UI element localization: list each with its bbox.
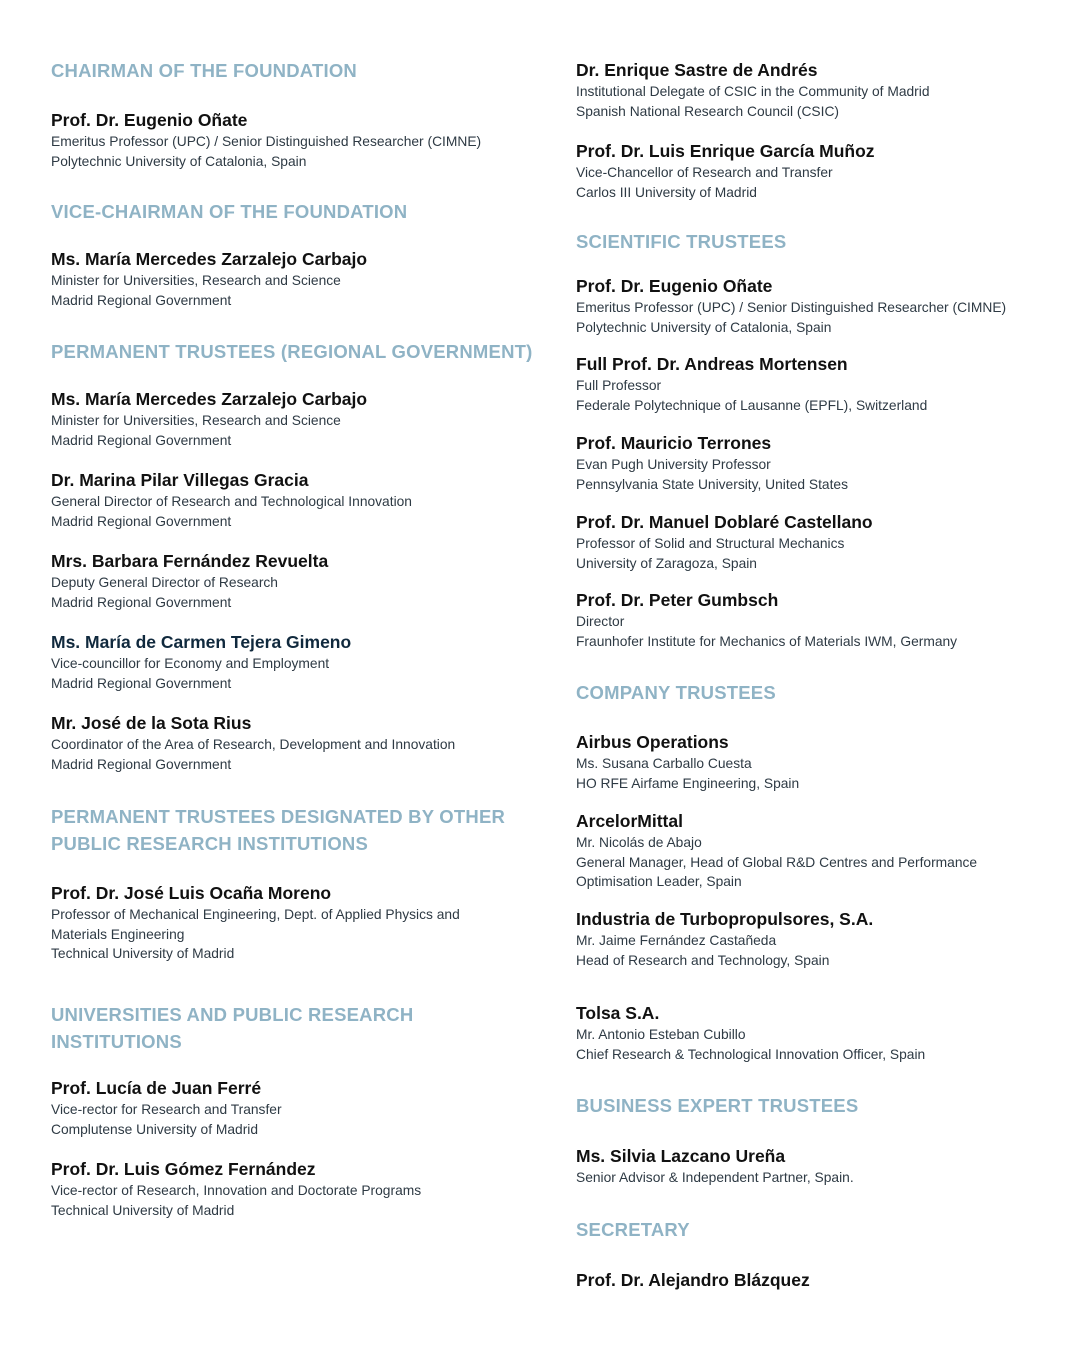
trustee-detail: Coordinator of the Area of Research, Development and Innovation [51,737,456,752]
section-heading [51,338,532,365]
trustee-detail: Mr. Antonio Esteban Cubillo [576,1027,746,1042]
trustee-detail: Minister for Universities, Research and Science [51,413,341,428]
trustee-name: Prof. Lucía de Juan Ferré [51,1078,262,1098]
section-heading-line: CHAIRMAN OF THE FOUNDATION [51,59,357,81]
trustee-detail: Madrid Regional Government [51,292,232,308]
trustee-ms-maria-mercedes-zarzalejo-carbajo [51,387,367,450]
section-heading [51,1001,413,1055]
trustee-name: Prof. Dr. Peter Gumbsch [576,590,779,610]
trustee-name: Prof. Dr. Eugenio Oñate [51,110,248,130]
trustee-detail: Full Professor [576,378,662,393]
trustee-detail: Evan Pugh University Professor [576,457,771,472]
trustee-name: Mrs. Barbara Fernández Revuelta [51,551,329,571]
trustee-name: Prof. Mauricio Terrones [576,433,772,453]
trustee-prof-dr-alejandro-blazquez [576,1268,810,1292]
trustee-detail: Polytechnic University of Catalonia, Spain [51,153,307,169]
section-heading-line: UNIVERSITIES AND PUBLIC RESEARCH [51,1003,414,1025]
trustee-prof-dr-peter-gumbsch [576,588,957,651]
section-heading-line: VICE-CHAIRMAN OF THE FOUNDATION [51,200,408,222]
trustee-detail: Vice-councillor for Economy and Employment [51,656,330,671]
trustee-detail: Complutense University of Madrid [51,1121,259,1137]
trustee-detail: Pennsylvania State University, United States [576,476,848,492]
trustee-detail: General Director of Research and Technological Innovation [51,494,412,509]
trustee-detail: Professor of Solid and Structural Mechanics [576,536,845,551]
section-heading [576,1092,858,1119]
section-heading-line: BUSINESS EXPERT TRUSTEES [576,1094,859,1116]
trustee-detail: Vice-rector of Research, Innovation and Doctorate Programs [51,1183,422,1198]
trustee-detail: Madrid Regional Government [51,432,232,448]
trustee-name: Dr. Enrique Sastre de Andrés [576,60,818,80]
trustee-detail: Professor of Mechanical Engineering, Dept. of Applied Physics and [51,907,460,922]
trustee-detail: General Manager, Head of Global R&D Centres and Performance [576,854,978,870]
trustee-detail: Head of Research and Technology, Spain [576,952,830,968]
trustee-detail: Minister for Universities, Research and Science [51,273,341,288]
trustee-detail: Madrid Regional Government [51,675,232,691]
trustee-dr-marina-pilar-villegas-gracia [51,468,412,531]
trustee-detail: HO RFE Airfame Engineering, Spain [576,775,800,791]
section-heading-line: PERMANENT TRUSTEES (REGIONAL GOVERNMENT) [51,340,533,362]
trustee-detail: Madrid Regional Government [51,756,232,772]
section-heading-line: COMPANY TRUSTEES [576,681,776,703]
section-heading-line: PUBLIC RESEARCH INSTITUTIONS [51,832,369,854]
trustee-prof-dr-luis-gomez-fernandez [51,1157,421,1220]
trustee-dr-enrique-sastre-de-andres [576,58,930,121]
trustee-ms-maria-mercedes-zarzalejo-carbajo [51,247,367,310]
trustee-arcelormittal [576,809,977,892]
section-heading [51,57,357,84]
trustee-prof-dr-eugenio-onate [576,274,1006,337]
trustee-name: Prof. Dr. Eugenio Oñate [576,276,773,296]
trustee-detail: Director [576,614,625,629]
trustee-detail: Vice-rector for Research and Transfer [51,1102,282,1117]
trustee-name: Ms. Silvia Lazcano Ureña [576,1146,786,1166]
trustee-prof-dr-manuel-doblare-castellano [576,510,873,573]
section-heading [51,803,505,857]
section-heading [576,679,776,706]
trustee-detail: Technical University of Madrid [51,1202,235,1218]
trustee-detail: Chief Research & Technological Innovation Officer, Spain [576,1046,926,1062]
section-heading [576,1216,690,1243]
trustee-name: Prof. Dr. Luis Enrique García Muñoz [576,141,875,161]
trustee-detail: Mr. Nicolás de Abajo [576,835,702,850]
trustee-name: Airbus Operations [576,732,729,752]
trustee-name: Dr. Marina Pilar Villegas Gracia [51,470,309,490]
trustee-name: Tolsa S.A. [576,1003,660,1023]
section-heading [51,198,407,225]
trustee-detail: Institutional Delegate of CSIC in the Community of Madrid [576,84,930,99]
trustee-detail: Emeritus Professor (UPC) / Senior Distinguished Researcher (CIMNE) [51,134,482,149]
trustee-full-prof-dr-andreas-mortensen [576,352,927,415]
trustee-ms-silvia-lazcano-urena [576,1144,854,1188]
trustee-mrs-barbara-fernandez-revuelta [51,549,328,612]
trustee-detail: Federale Polytechnique of Lausanne (EPFL), Switzerland [576,397,928,413]
trustee-name: ArcelorMittal [576,811,683,831]
trustee-detail: Technical University of Madrid [51,946,235,961]
trustee-detail: Polytechnic University of Catalonia, Spain [576,319,832,335]
section-heading [576,228,786,255]
trustee-prof-dr-luis-enrique-garcia-munoz [576,139,875,202]
trustee-name: Ms. María Mercedes Zarzalejo Carbajo [51,249,368,269]
trustee-prof-lucia-de-juan-ferre [51,1076,282,1139]
trustee-detail: Deputy General Director of Research [51,575,278,590]
trustee-name: Mr. José de la Sota Rius [51,713,252,733]
trustee-mr-jose-de-la-sota-rius [51,711,455,774]
trustee-name: Prof. Dr. Alejandro Blázquez [576,1270,810,1290]
trustee-detail: Ms. Susana Carballo Cuesta [576,756,752,771]
trustee-detail: Fraunhofer Institute for Mechanics of Materials IWM, Germany [576,633,958,649]
trustee-detail: Madrid Regional Government [51,513,232,529]
trustee-industria-de-turbopropulsores-s-a [576,907,873,970]
trustee-detail: Materials Engineering [51,926,185,942]
trustee-detail: Optimisation Leader, Spain [576,874,742,889]
trustee-prof-dr-jose-luis-ocana-moreno [51,881,460,964]
trustee-ms-maria-de-carmen-tejera-gimeno [51,630,351,693]
trustee-detail: Vice-Chancellor of Research and Transfer [576,165,833,180]
section-heading-line: PERMANENT TRUSTEES DESIGNATED BY OTHER [51,805,506,827]
trustee-name: Prof. Dr. José Luis Ocaña Moreno [51,883,332,903]
trustee-name: Prof. Dr. Luis Gómez Fernández [51,1159,316,1179]
trustee-tolsa-s-a [576,1001,925,1064]
trustee-name: Industria de Turbopropulsores, S.A. [576,909,874,929]
trustee-name: Ms. María de Carmen Tejera Gimeno [51,632,352,652]
trustee-detail: Madrid Regional Government [51,594,232,610]
trustee-detail: Senior Advisor & Independent Partner, Spain. [576,1170,854,1185]
trustee-detail: Carlos III University of Madrid [576,184,757,200]
trustee-name: Ms. María Mercedes Zarzalejo Carbajo [51,389,368,409]
trustee-detail: Spanish National Research Council (CSIC) [576,103,840,119]
section-heading-line: SCIENTIFIC TRUSTEES [576,230,787,252]
trustee-prof-mauricio-terrones [576,431,848,494]
trustee-name: Prof. Dr. Manuel Doblaré Castellano [576,512,873,532]
trustee-detail: Emeritus Professor (UPC) / Senior Distinguished Researcher (CIMNE) [576,300,1007,315]
section-heading-line: SECRETARY [576,1218,690,1240]
trustee-airbus-operations [576,730,799,793]
trustee-detail: Mr. Jaime Fernández Castañeda [576,933,777,948]
trustee-prof-dr-eugenio-onate [51,108,481,171]
section-heading-line: INSTITUTIONS [51,1030,182,1052]
trustee-name: Full Prof. Dr. Andreas Mortensen [576,354,848,374]
trustee-detail: University of Zaragoza, Spain [576,555,757,571]
